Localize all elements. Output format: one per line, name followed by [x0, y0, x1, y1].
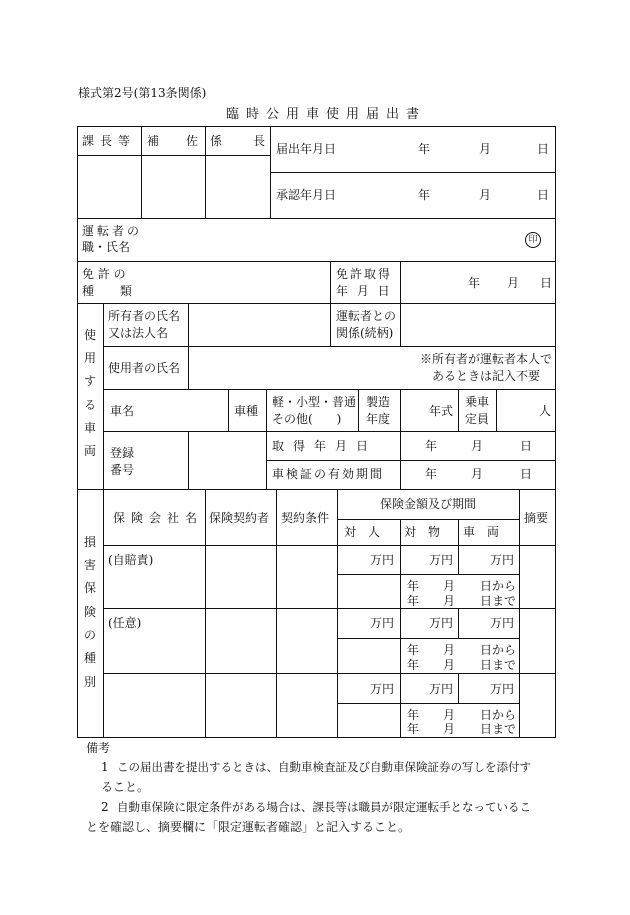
hosa-label-2: 佐 — [186, 134, 199, 148]
property-amount-unit: 万円 — [429, 682, 454, 696]
vehicle-side-3: す — [84, 374, 97, 388]
owner-notice-2: あるときは記入不要 — [432, 369, 541, 383]
note-2-text-continued: とを確認し、摘要欄に「限定運転者確認」と記入すること。 — [86, 820, 411, 834]
license-month: 月 — [507, 276, 520, 290]
insurance-side-5: の — [84, 628, 97, 642]
driver-label-1: 運転者の — [82, 224, 143, 238]
property-amount-unit: 万円 — [429, 616, 454, 630]
hosa-label-1: 補 — [147, 134, 160, 148]
period-until-year: 年 — [407, 594, 420, 608]
vehicle-side-6: 両 — [84, 444, 97, 458]
license-kind-label-2: 種 類 — [82, 284, 132, 298]
relation-label-1: 運転者との — [336, 309, 397, 323]
model-year-label: 年式 — [429, 404, 454, 418]
car-type-options-2: その他( ) — [272, 412, 342, 426]
car-name-label: 車名 — [110, 404, 135, 418]
personal-header: 対 人 — [344, 525, 381, 539]
todoke-month: 月 — [479, 142, 492, 156]
vehicle-amount-unit: 万円 — [490, 553, 515, 567]
vehicle-side-2: 用 — [84, 351, 97, 365]
car-type-options-1: 軽・小型・普通 — [272, 395, 357, 409]
insurance-row-label: (自賠責) — [108, 553, 154, 567]
period-until-month: 月 — [443, 722, 456, 736]
capacity-label-1: 乗車 — [465, 395, 490, 409]
insurance-side-1: 損 — [84, 535, 97, 549]
capacity-label-2: 定員 — [465, 412, 490, 426]
note-2-number: 2 — [101, 800, 109, 814]
amounts-period-header: 保険金額及び期間 — [380, 497, 477, 511]
acquired-month: 月 — [471, 439, 484, 453]
period-until-year: 年 — [407, 658, 420, 672]
license-kind-label-1: 免 許 の — [82, 267, 126, 281]
acquired-day: 日 — [520, 439, 533, 453]
todoke-date-label: 届出年月日 — [276, 142, 337, 156]
inspection-period-label: 車検証の有効期間 — [272, 467, 385, 481]
insurance-side-2: 害 — [84, 558, 97, 572]
period-from-year: 年 — [407, 643, 420, 657]
insurance-company-header: 保険会社名 — [113, 511, 204, 525]
inspection-month: 月 — [471, 467, 484, 481]
kakari-label-2: 長 — [253, 134, 266, 148]
form-title: 臨時公用車使用届出書 — [226, 107, 427, 122]
license-year: 年 — [468, 276, 481, 290]
period-until-day: 日まで — [480, 594, 517, 608]
remarks-header: 摘要 — [524, 511, 549, 525]
period-until-month: 月 — [443, 658, 456, 672]
period-from-month: 月 — [443, 708, 456, 722]
period-from-day: 日から — [480, 708, 517, 722]
period-until-day: 日まで — [480, 658, 517, 672]
registration-label-2: 番号 — [110, 463, 135, 477]
period-from-month: 月 — [443, 579, 456, 593]
note-1-text-continued: ること。 — [101, 780, 150, 794]
period-from-month: 月 — [443, 643, 456, 657]
form-number: 様式第2号(第13条関係) — [78, 86, 207, 100]
period-from-day: 日から — [480, 579, 517, 593]
vehicle-damage-header: 車 両 — [463, 525, 500, 539]
policyholder-header: 保険契約者 — [209, 511, 270, 525]
insurance-side-7: 別 — [84, 675, 97, 689]
insurance-row-label: (任意) — [108, 616, 142, 630]
todoke-year: 年 — [418, 142, 431, 156]
owner-notice-1: ※所有者が運転者本人で — [420, 352, 553, 366]
acquired-date-label: 取得年月日 — [272, 439, 378, 453]
user-name-label: 使用者の氏名 — [108, 361, 181, 375]
notes-heading: 備考 — [86, 741, 111, 755]
personal-amount-unit: 万円 — [370, 553, 395, 567]
period-from-day: 日から — [480, 643, 517, 657]
license-date-label-1: 免許取得 — [336, 267, 393, 281]
inspection-day: 日 — [520, 467, 533, 481]
period-until-year: 年 — [407, 722, 420, 736]
personal-amount-unit: 万円 — [370, 682, 395, 696]
registration-label-1: 登録 — [110, 446, 135, 460]
insurance-side-6: 種 — [84, 651, 97, 665]
conditions-header: 契約条件 — [281, 511, 330, 525]
insurance-side-4: 険 — [84, 605, 97, 619]
period-until-month: 月 — [443, 594, 456, 608]
shonin-month: 月 — [479, 188, 492, 202]
made-year-label-2: 年度 — [366, 412, 391, 426]
note-2-text: 自動車保険に限定条件がある場合は、課長等は職員が限定運転手となっているこ — [117, 800, 531, 814]
vehicle-side-1: 使 — [84, 328, 97, 342]
property-header: 対 物 — [404, 525, 441, 539]
vehicle-amount-unit: 万円 — [490, 616, 515, 630]
vehicle-side-4: る — [84, 398, 97, 412]
note-1-number: 1 — [101, 760, 109, 774]
shonin-date-label: 承認年月日 — [276, 188, 337, 202]
driver-label-2: 職・氏名 — [82, 240, 131, 254]
persons-unit: 人 — [539, 404, 552, 418]
inspection-year: 年 — [425, 467, 438, 481]
todoke-day: 日 — [537, 142, 550, 156]
kacho-label: 課長等 — [82, 134, 137, 148]
note-1-text: この届出書を提出するときは、自動車検査証及び自動車保険証券の写しを添付す — [117, 760, 531, 774]
owner-label-1: 所有者の氏名 — [108, 309, 181, 323]
period-from-year: 年 — [407, 708, 420, 722]
relation-label-2: 関係(続柄) — [336, 326, 394, 340]
vehicle-amount-unit: 万円 — [490, 682, 515, 696]
owner-label-2: 又は法人名 — [108, 326, 169, 340]
period-from-year: 年 — [407, 579, 420, 593]
kakari-label-1: 係 — [210, 134, 223, 148]
shonin-year: 年 — [418, 188, 431, 202]
vehicle-side-5: 車 — [84, 421, 97, 435]
period-until-day: 日まで — [480, 722, 517, 736]
license-date-label-2: 年 月 日 — [336, 284, 390, 298]
insurance-side-3: 保 — [84, 581, 97, 595]
made-year-label-1: 製造 — [366, 395, 391, 409]
license-day: 日 — [540, 276, 553, 290]
shonin-day: 日 — [537, 188, 550, 202]
personal-amount-unit: 万円 — [370, 616, 395, 630]
car-type-label: 車種 — [234, 404, 259, 418]
acquired-year: 年 — [425, 439, 438, 453]
seal-stamp: 印 — [525, 232, 541, 248]
property-amount-unit: 万円 — [429, 553, 454, 567]
